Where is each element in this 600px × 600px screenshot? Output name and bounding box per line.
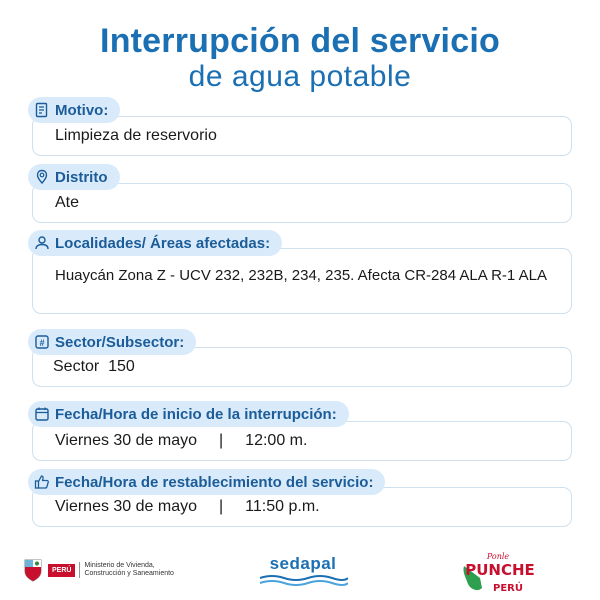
page-title: Interrupción del servicio <box>100 22 500 60</box>
people-icon <box>34 235 50 251</box>
inicio-label-text: Fecha/Hora de inicio de la interrupción: <box>55 405 337 423</box>
thumbs-up-icon <box>34 474 50 490</box>
motivo-value-box <box>32 116 572 156</box>
sedapal-text: sedapal <box>269 554 337 573</box>
restablecimiento-separator: | <box>219 498 224 515</box>
punche-bottom-text: PERÚ <box>493 583 523 594</box>
sedapal-logo <box>258 554 348 593</box>
localidades-value-box <box>32 248 572 314</box>
sector-label-text: Sector/Subsector: <box>55 333 185 351</box>
punche-main-text: PUNCHE <box>465 561 535 579</box>
ministerio-text: Ministerio de Vivienda, Construcción y Saneamiento <box>79 562 176 578</box>
inicio-separator: | <box>219 432 224 449</box>
ministerio-logo <box>22 558 176 582</box>
restablecimiento-label <box>28 469 385 495</box>
footer <box>0 548 600 598</box>
motivo-label <box>28 97 120 123</box>
restablecimiento-label-text: Fecha/Hora de restablecimiento del servicio: <box>55 473 374 491</box>
svg-text:#: # <box>39 338 45 348</box>
hash-icon <box>34 334 50 350</box>
sector-label <box>28 329 196 355</box>
inicio-label <box>28 401 349 427</box>
page-subtitle: de agua potable <box>188 60 412 93</box>
peru-badge: PERÚ <box>48 564 75 577</box>
document-list-icon <box>34 102 50 118</box>
distrito-value: Ate <box>55 194 80 211</box>
escudo-icon <box>22 558 44 582</box>
restablecimiento-date: Viernes 30 de mayo <box>55 498 198 515</box>
sector-value: Sector 150 <box>53 358 135 375</box>
inicio-value-box <box>32 421 572 461</box>
punche-top-text: Ponle <box>486 552 510 561</box>
localidades-value: Huaycán Zona Z - UCV 232, 232B, 234, 235. Afecta CR-284 ALA R-1 ALA <box>55 267 547 284</box>
inicio-time: 12:00 m. <box>245 432 308 449</box>
motivo-label-text: Motivo: <box>55 101 109 119</box>
localidades-label-text: Localidades/ Áreas afectadas: <box>55 234 271 252</box>
inicio-date: Viernes 30 de mayo <box>55 432 198 449</box>
map-pin-icon <box>34 169 50 185</box>
ponle-punche-logo <box>456 548 536 598</box>
localidades-label <box>28 230 282 256</box>
motivo-value: Limpieza de reservorio <box>55 127 217 144</box>
calendar-icon <box>34 406 50 422</box>
distrito-value-box <box>32 183 572 223</box>
distrito-label-text: Distrito <box>55 168 108 186</box>
restablecimiento-time: 11:50 p.m. <box>245 498 320 515</box>
sedapal-waves-icon <box>258 574 348 588</box>
distrito-label <box>28 164 120 190</box>
